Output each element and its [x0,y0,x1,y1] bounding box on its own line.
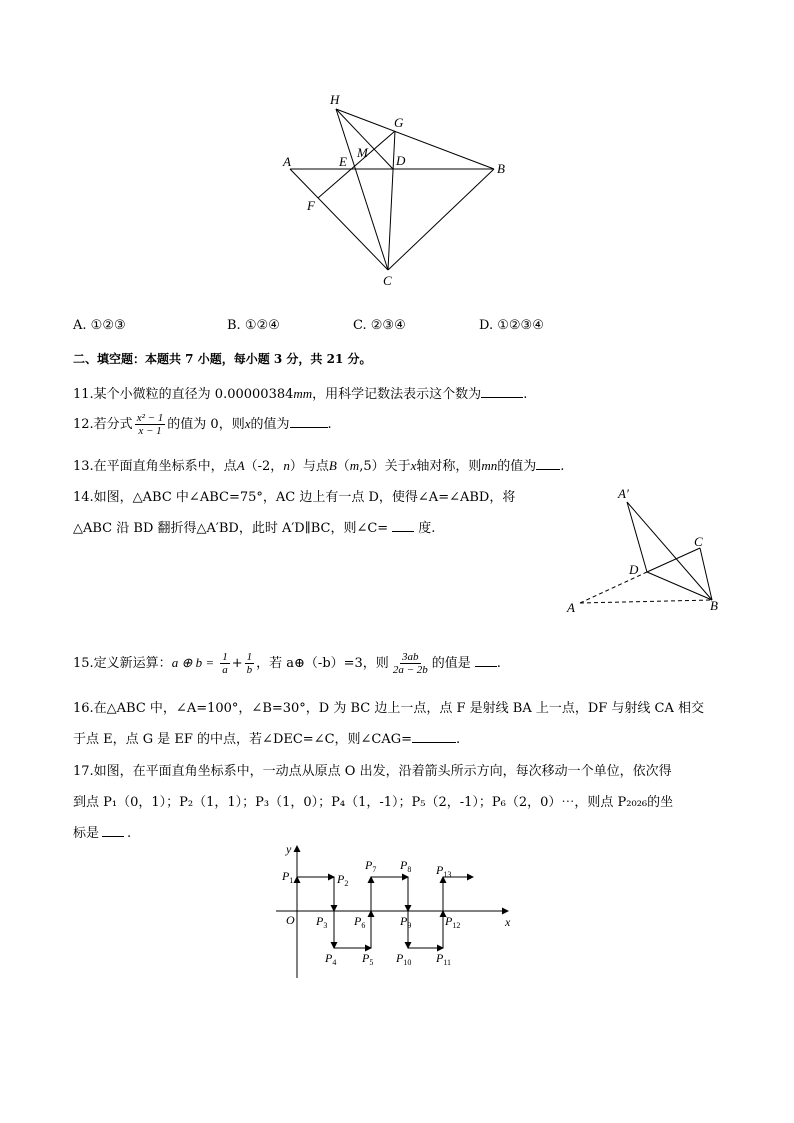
label-H: H [330,92,340,107]
label-C: C [383,273,392,288]
segment-HB [336,109,494,169]
geometry-figure-1 [270,88,520,293]
point-label-p10: $P_{10}$ [396,951,412,967]
point-label-p2: $P_2$ [337,872,349,888]
point-label-p4: $P_4$ [325,951,337,967]
question-15: 15.定义新运算：a ⊕ b = $\frac{1}{a}$ + $\frac{1}{b}$ ，若 a⊕（-b）=3，则 $\frac{3ab}{2a - 2b}$ 的值是 . [73,651,501,677]
answer-blank-14[interactable] [392,519,414,532]
label-B-fig2: B [710,598,718,613]
segment-GF [318,131,395,198]
point-label-p3: $P_3$ [316,914,328,930]
segment-BC [388,169,494,270]
point-label-p11: $P_{11}$ [436,951,452,967]
choice-b[interactable]: B. ①②④ [227,318,280,333]
answer-blank-16[interactable] [412,730,456,743]
answer-blank-12[interactable] [290,415,328,428]
point-label-p9: $P_9$ [400,914,412,930]
segment-AB-dashed [580,600,712,603]
fraction-1-over-a: $\frac{1}{a}$ [222,651,228,677]
segment-ApB [627,502,712,600]
question-17-line-3: 标是 . [73,826,132,841]
label-M: M [357,145,368,160]
point-label-p5: $P_5$ [362,951,374,967]
question-16-line-2: 于点 E，点 G 是 EF 的中点，若∠DEC=∠C，则∠CAG= . [73,732,461,747]
fraction-3ab: $\frac{3ab}{2a - 2b}$ [392,651,428,677]
choice-c[interactable]: C. ②③④ [353,318,406,333]
question-14-line-2: △ABC 沿 BD 翻折得△A′BD，此时 A′D∥BC，则∠C= 度. [73,521,436,536]
coordinate-path-figure [268,840,528,985]
label-A-fig2: A [567,600,575,615]
choice-d[interactable]: D. ①②③④ [479,318,544,333]
question-16-line-1: 16.在△ABC 中，∠A=100°，∠B=30°，D 为 BC 边上一点，点 F 是射线 BA 上一点，DF 与射线 CA 相交 [73,701,705,716]
label-A: A [283,154,291,169]
label-F: F [307,198,315,213]
label-G: G [394,115,404,130]
point-label-p1: $P_1$ [282,869,294,885]
axis-label-y: y [286,842,292,856]
segment-DB [647,572,712,600]
answer-blank-11[interactable] [481,385,523,398]
answer-blank-13[interactable] [536,457,560,470]
point-label-p7: $P_7$ [365,858,377,874]
point-label-p8: $P_8$ [400,858,412,874]
point-label-p6: $P_6$ [354,914,366,930]
answer-blank-17[interactable] [102,824,124,837]
question-17-line-1: 17.如图，在平面直角坐标系中，一动点从原点 O 出发，沿着箭头所示方向，每次移动一个单位，依次得 [73,764,672,779]
label-D-fig2: D [629,562,639,577]
question-11: 11.某个小微粒的直径为 0.00000384mm，用科学记数法表示这个数为 . [73,386,528,402]
segment-CB [700,548,712,600]
section-heading: 二、填空题：本题共 7 小题，每小题 3 分，共 21 分。 [73,352,372,366]
label-A-prime: A′ [618,486,629,501]
segment-AC [290,169,388,270]
point-label-p12: $P_{12}$ [445,914,461,930]
answer-blank-15[interactable] [475,654,497,667]
fraction-1-over-b: $\frac{1}{b}$ [246,651,253,677]
geometry-figure-2 [560,484,730,619]
question-17-line-2: 到点 P₁（0，1）；P₂（1，1）；P₃（1，0）；P₄（1，-1）；P₅（2，-1）；P₆（2，0）⋯，则点 P₂₀₂₆的坐 [73,795,674,810]
point-label-p13: $P_{13}$ [436,863,452,879]
segment-HC [336,109,388,270]
label-D: D [396,153,406,168]
label-E: E [339,154,347,169]
question-14-line-1: 14.如图，△ABC 中∠ABC=75°，AC 边上有一点 D，使得∠A=∠ABD，将 [73,490,516,505]
question-12: 12.若分式 $\frac{\text{x² − 1}}{x - 1}$ 的值为 0，则x的值为 . [73,412,332,438]
fraction-12: $\frac{\text{x² − 1}}{x - 1}$ [136,412,164,438]
origin-label: O [286,913,295,927]
axis-label-x: x [505,915,511,929]
label-B: B [497,161,505,176]
segment-DC [647,548,700,572]
question-13: 13.在平面直角坐标系中，点A（-2，n）与点B（m,5）关于x轴对称，则mn的值为 . [73,458,565,474]
label-C-fig2: C [694,534,703,549]
segment-GC [388,131,395,270]
choice-a[interactable]: A. ①②③ [73,318,126,333]
